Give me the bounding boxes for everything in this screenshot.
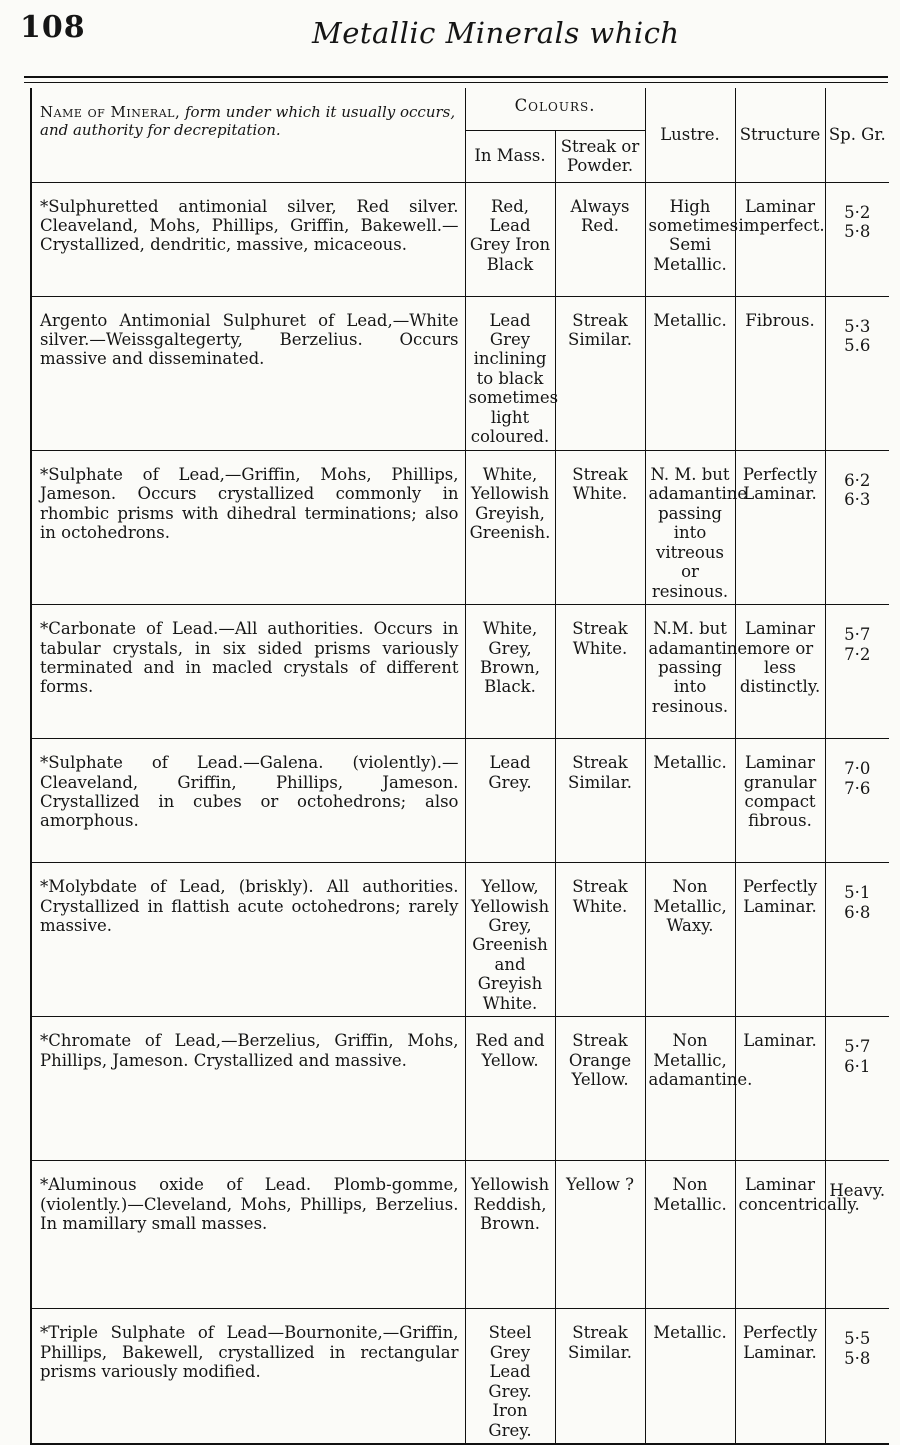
mineral-name-cell: *Molybdate of Lead, (briskly). All authorities. Crystallized in flattish acute octohedrons; rarely massive. <box>31 863 465 1017</box>
header-name-description: form under which it usually occurs, and authority for decrepitation. <box>40 103 456 139</box>
table-row <box>31 1309 889 1444</box>
in-mass-cell: White, Grey, Brown, Black. <box>465 605 555 739</box>
header-in-mass: In Mass. <box>465 130 555 182</box>
header-streak: Streak or Powder. <box>555 130 645 182</box>
in-mass-cell: Lead Grey. <box>465 739 555 863</box>
mineral-name-cell: *Aluminous oxide of Lead. Plomb-gomme, (violently.)—Cleveland, Mohs, Phillips, Berzelius. In mamillary small masses. <box>31 1161 465 1309</box>
lustre-cell: Non Metallic. <box>645 1161 735 1309</box>
mineral-name-cell: *Triple Sulphate of Lead—Bournonite,—Griffin, Phillips, Bakewell, crystallized in rectangular prisms variously modified. <box>31 1309 465 1444</box>
table-row <box>31 739 889 863</box>
mineral-name-cell: *Carbonate of Lead.—All authorities. Occurs in tabular crystals, in six sided prisms variously terminated and in macled crystals of different forms. <box>31 605 465 739</box>
header-name-label: Name of Mineral, <box>40 103 181 121</box>
in-mass-cell: Steel Grey Lead Grey. Iron Grey. <box>465 1309 555 1444</box>
table-row <box>31 863 889 1017</box>
header-name-of-mineral <box>31 88 465 182</box>
structure-cell: Laminar granular compact fibrous. <box>735 739 825 863</box>
streak-cell: Streak White. <box>555 605 645 739</box>
mineral-name-cell: Argento Antimonial Sulphuret of Lead,—White silver.—Weissgaltegerty, Berzelius. Occurs massive and disseminated. <box>31 296 465 450</box>
structure-cell: Laminar imperfect. <box>735 182 825 296</box>
lustre-cell: Metallic. <box>645 296 735 450</box>
sp-gr-cell: 7·0 7·6 <box>825 739 889 863</box>
lustre-cell: Non Metallic, adamantine. <box>645 1017 735 1161</box>
lustre-cell: N. M. but adamantine passing into vitreous or resinous. <box>645 450 735 604</box>
in-mass-cell: Yellow, Yellowish Grey, Greenish and Greyish White. <box>465 863 555 1017</box>
top-rule-thin <box>24 82 888 83</box>
mineral-name-cell: *Sulphate of Lead,—Griffin, Mohs, Phillips, Jameson. Occurs crystallized commonly in rhombic prisms with dihedral terminations; also in octohedrons. <box>31 450 465 604</box>
table-row <box>31 605 889 739</box>
in-mass-cell: White, Yellowish Greyish, Greenish. <box>465 450 555 604</box>
table-row <box>31 1161 889 1309</box>
lustre-cell: Metallic. <box>645 739 735 863</box>
running-head: Metallic Minerals which <box>312 16 680 50</box>
sp-gr-cell: Heavy. <box>825 1161 889 1309</box>
table-row <box>31 182 889 296</box>
header-lustre: Lustre. <box>645 88 735 182</box>
table-row <box>31 1017 889 1161</box>
lustre-cell: High sometimes Semi Metallic. <box>645 182 735 296</box>
sp-gr-cell: 5·7 7·2 <box>825 605 889 739</box>
table-row <box>31 296 889 450</box>
top-rule <box>24 76 888 78</box>
sp-gr-cell: 5·3 5.6 <box>825 296 889 450</box>
streak-cell: Streak White. <box>555 863 645 1017</box>
header-specific-gravity: Sp. Gr. <box>825 88 889 182</box>
structure-cell: Laminar concentrically. <box>735 1161 825 1309</box>
sp-gr-cell: 5·7 6·1 <box>825 1017 889 1161</box>
mineral-name-cell: *Sulphuretted antimonial silver, Red silver. Cleaveland, Mohs, Phillips, Griffin, Bakewell.—Crystallized, dendritic, massive, micaceous. <box>31 182 465 296</box>
table-row <box>31 450 889 604</box>
in-mass-cell: Yellowish Reddish, Brown. <box>465 1161 555 1309</box>
sp-gr-cell: 5·5 5·8 <box>825 1309 889 1444</box>
header-colours: Colours. <box>465 88 645 130</box>
lustre-cell: Metallic. <box>645 1309 735 1444</box>
in-mass-cell: Red and Yellow. <box>465 1017 555 1161</box>
streak-cell: Streak White. <box>555 450 645 604</box>
sp-gr-cell: 6·2 6·3 <box>825 450 889 604</box>
structure-cell: Laminar more or less distinctly. <box>735 605 825 739</box>
minerals-table <box>30 88 889 1445</box>
in-mass-cell: Red, Lead Grey Iron Black <box>465 182 555 296</box>
structure-cell: Perfectly Laminar. <box>735 1309 825 1444</box>
structure-cell: Fibrous. <box>735 296 825 450</box>
streak-cell: Streak Similar. <box>555 1309 645 1444</box>
streak-cell: Streak Similar. <box>555 296 645 450</box>
mineral-name-cell: *Chromate of Lead,—Berzelius, Griffin, Mohs, Phillips, Jameson. Crystallized and massive. <box>31 1017 465 1161</box>
lustre-cell: N.M. but adamantine passing into resinous. <box>645 605 735 739</box>
header-structure: Structure <box>735 88 825 182</box>
mineral-name-cell: *Sulphate of Lead.—Galena. (violently).—Cleaveland, Griffin, Phillips, Jameson. Crystallized in cubes or octohedrons; also amorphous. <box>31 739 465 863</box>
lustre-cell: Non Metallic, Waxy. <box>645 863 735 1017</box>
page-number: 108 <box>20 10 86 45</box>
sp-gr-cell: 5·1 6·8 <box>825 863 889 1017</box>
streak-cell: Always Red. <box>555 182 645 296</box>
structure-cell: Laminar. <box>735 1017 825 1161</box>
structure-cell: Perfectly Laminar. <box>735 450 825 604</box>
sp-gr-cell: 5·2 5·8 <box>825 182 889 296</box>
structure-cell: Perfectly Laminar. <box>735 863 825 1017</box>
in-mass-cell: Lead Grey inclining to black sometimes light coloured. <box>465 296 555 450</box>
streak-cell: Streak Orange Yellow. <box>555 1017 645 1161</box>
streak-cell: Streak Similar. <box>555 739 645 863</box>
streak-cell: Yellow ? <box>555 1161 645 1309</box>
